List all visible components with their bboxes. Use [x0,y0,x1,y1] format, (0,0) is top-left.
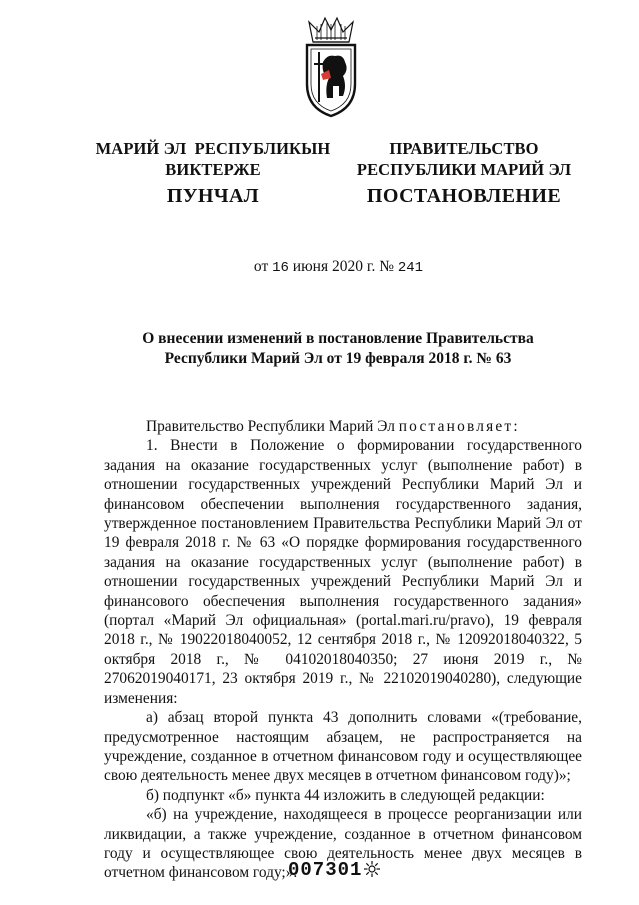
date-day: 16 [272,260,289,276]
paragraph-4: «б) на учреждение, находящееся в процессе реорганизации или ликвидации, а также учреждение, созданное в отчетном финансовом году и осуществляющее свою деятельность менее двух месяцев в отчетном финансовом году;». [104,806,582,882]
document-number: 241 [397,260,424,276]
coat-of-arms-icon [299,12,363,120]
header-right-line1: ПРАВИТЕЛЬСТВО [389,139,539,158]
paragraph-2: а) абзац второй пункта 43 дополнить словами «(требование, предусмотренное настоящим абзацем, не распространяется на учреждение, созданное в отчетном финансовом году и осуществляющее свою деятельность менее двух месяцев в отчетном финансовом году)»; [104,709,582,785]
paragraph-1: 1. Внести в Положение о формировании государственного задания на оказание государственных услуг (выполнение работ) в отношении государственных учреждений Республики Марий Эл и финансовом обеспечении выполнения государственного задания, утвержденное постановлением Правительства Республики Марий Эл от 19 февраля 2018 г. № 63 «О порядке формирования государственного задания на оказание государственных услуг (выполнение работ) в отношении государственных учреждений Республики Марий Эл и финансового обеспечения выполнения государственного задания» (портал «Марий Эл официальная» (portal.mari.ru/pravo), 19 февраля 2018 г., № 19022018040052, 12 сентября 2018 г., № 12092018040322, 5 октября 2018 г., № 04102018040350; 27 июня 2019 г., № 27062019040171, 23 октября 2019 г., № 22102019040280), следующие изменения: [104,437,582,707]
document-title [88,329,588,369]
serial-number: 007301 [288,859,363,881]
paragraph-3: б) подпункт «б» пункта 44 изложить в следующей редакции: [146,786,545,804]
intro-paragraph [104,417,582,436]
intro-verb: постановляет: [398,418,520,435]
document-body [104,417,582,883]
title-line2: Республики Марий Эл от 19 февраля 2018 г. № 63 [164,350,512,367]
star-mark-icon [363,860,381,878]
intro-subject: Правительство Республики Марий Эл [146,418,395,435]
header-left-line2: ВИКТЕРЖЕ [165,160,261,179]
header-right-block [338,138,590,207]
header-left-block [88,138,338,207]
header-right-line2: РЕСПУБЛИКИ МАРИЙ ЭЛ [356,160,572,179]
date-prefix: от [253,258,269,275]
header-left-doc-type: ПУНЧАЛ [166,185,260,207]
title-line1: О внесении изменений в постановление Правительства [142,330,534,347]
document-date-line [0,258,639,276]
header-right-doc-type: ПОСТАНОВЛЕНИЕ [366,185,562,207]
date-month-year: июня 2020 г. № [292,258,394,275]
header-left-line1: МАРИЙ ЭЛ РЕСПУБЛИКЫН [95,139,331,158]
